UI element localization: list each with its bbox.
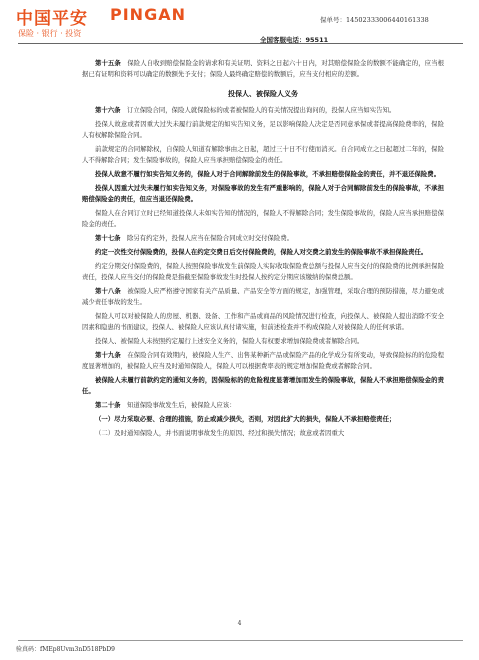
clause-paragraph <box>82 400 444 411</box>
customer-hotline: 全国客服电话：95511 <box>260 36 329 44</box>
brand-tagline: 保险 · 银行 · 投资 <box>18 29 82 38</box>
article-number: 第十六条 <box>95 106 121 114</box>
clause-paragraph <box>82 183 444 205</box>
article-number: 第十七条 <box>95 234 121 242</box>
clause-paragraph <box>82 286 444 308</box>
document-body <box>82 58 444 442</box>
verification-code: 验真码：fMEp8Uvm3nD518PbD9 <box>16 646 115 653</box>
clause-text: （一）尽力采取必要、合理的措施，防止或减少损失，否则，对因此扩大的损失，保险人不承担赔偿责任； <box>95 415 396 423</box>
clause-text: 订立保险合同，保险人就保险标的或者被保险人的有关情况提出询问的，投保人应当如实告知。 <box>126 106 396 114</box>
clause-paragraph <box>82 428 444 439</box>
clause-paragraph <box>82 169 444 180</box>
page-number: 4 <box>237 620 242 627</box>
clause-paragraph <box>82 261 444 283</box>
clause-text: 投保人因重大过失未履行如实告知义务，对保险事故的发生有严重影响的，保险人对于合同解除前发生的保险事故，不承担赔偿保险金的责任，但应当退还保险费。 <box>82 184 444 203</box>
clause-paragraph <box>82 233 444 244</box>
article-number: 第十五条 <box>95 59 121 67</box>
clause-text: （二）及时通知保险人，并书面说明事故发生的原因、经过和损失情况；故意或者因重大 <box>95 429 345 437</box>
clause-text: 投保人故意或者因重大过失未履行前款规定的如实告知义务，足以影响保险人决定是否同意承保或者提高保险费率的，保险人有权解除保险合同。 <box>82 120 444 139</box>
header-divider <box>18 43 463 44</box>
clause-paragraph <box>82 336 444 347</box>
brand-logo-en: PINGAN <box>110 5 186 24</box>
footer-divider <box>18 640 463 641</box>
clause-paragraph <box>82 414 444 425</box>
clause-text: 投保人、被保险人未按照约定履行上述安全义务的，保险人有权要求增加保险费或者解除合同。 <box>95 337 364 345</box>
clause-text: 在保险合同有效期内，被保险人生产、出售某种新产品或保险产品的化学成分有所变动，导致保险标的的危险程度显著增加的，被保险人应当及时通知保险人，保险人可以根据费率表的规定增加保险费或者解除合同。 <box>82 351 445 370</box>
policy-number: 保单号：14502333006440161338 <box>320 16 429 24</box>
clause-text: 保险人在合同订立时已经知道投保人未如实告知的情况的，保险人不得解除合同；发生保险事故的，保险人应当承担赔偿保险金的责任。 <box>82 209 444 228</box>
clause-paragraph <box>82 58 444 80</box>
clause-paragraph <box>82 119 444 141</box>
clause-text: 投保人故意不履行如实告知义务的，保险人对于合同解除前发生的保险事故，不承担赔偿保险金的责任，并不退还保险费。 <box>95 170 441 178</box>
clause-paragraph <box>82 144 444 166</box>
clause-paragraph <box>82 208 444 230</box>
brand-logo-cn: 中国平安 <box>16 9 88 29</box>
clause-paragraph <box>82 350 444 372</box>
page-header <box>0 0 479 46</box>
clause-text: 保险人自收到赔偿保险金的请求和有关证明、资料之日起六十日内，对其赔偿保险金的数额不能确定的，应当根据已有证明和资料可以确定的数额先予支付；保险人最终确定赔偿的数额后，应当支付相应的差额。 <box>82 59 445 78</box>
clause-paragraph <box>82 105 444 116</box>
clause-paragraph <box>82 375 444 397</box>
clause-text: 除另有约定外，投保人应当在保险合同成立时交付保险费。 <box>126 234 294 242</box>
clause-text: 约定一次性交付保险费的，投保人在约定交费日后交付保险费的，保险人对交费之前发生的保险事故不承担保险责任。 <box>95 248 428 256</box>
clause-text: 前款规定的合同解除权，自保险人知道有解除事由之日起，超过三十日不行使而消灭。自合同成立之日起超过二年的，保险人不得解除合同；发生保险事故的，保险人应当承担赔偿保险金的责任。 <box>82 145 444 164</box>
article-number: 第十八条 <box>95 287 121 295</box>
clause-text: 保险人可以对被保险人的房屋、机器、设备、工作和产品或商品的风险情况进行检查，向投保人、被保险人提出消除不安全因素和隐患的书面建议，投保人、被保险人应该认真付诸实施，但前述检查并不构成保险人对被保险人的任何承诺。 <box>82 312 444 331</box>
clause-text: 被保险人未履行前款约定的通知义务的，因保险标的的危险程度显著增加而发生的保险事故，保险人不承担赔偿保险金的责任。 <box>82 376 444 395</box>
clause-text: 约定分期交付保险费的，保险人按照保险事故发生前保险人实际收取保险费总额与投保人应当交付的保险费的比例承担保险责任，投保人应当交付的保险费是指截至保险事故发生时投保人按约定分期应该缴纳的保费总额。 <box>82 262 444 281</box>
clause-paragraph <box>82 247 444 258</box>
article-number: 第二十条 <box>95 401 121 409</box>
clause-text: 知道保险事故发生后，被保险人应该： <box>126 401 236 409</box>
clause-text: 被保险人应严格遵守国家有关产品质量、产品安全等方面的规定，加强管理，采取合理的预防措施，尽力避免或减少责任事故的发生。 <box>82 287 445 306</box>
section-title: 投保人、被保险人义务 <box>228 89 298 98</box>
article-number: 第十九条 <box>95 351 121 359</box>
clause-paragraph <box>82 311 444 333</box>
